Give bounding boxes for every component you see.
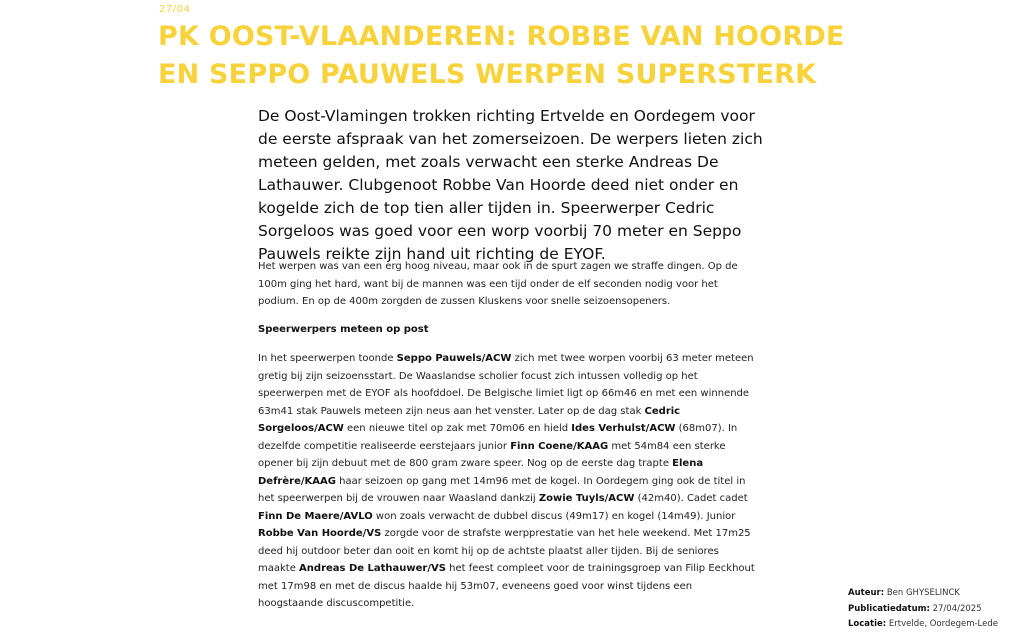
athlete-name: Andreas De Lathauwer/VS xyxy=(299,563,446,574)
text-run: zich met twee worpen voorbij 63 meter meteen gretig bij zijn seizoensstart. De Waaslandse scholier focust zich intussen volledig op het speerwerpen met de EYOF als hoofddoel. De Belgische limiet ligt op 66m46 en met een winnende 63m41 stak Pauwels meteen zijn neus aan het venster. Later op de dag stak xyxy=(258,353,754,417)
text-run: het feest compleet voor de trainingsgroep van Filip Eeckhout met 17m98 en met de discus haalde hij 53m07, eveneens goed voor winst tijdens een hoogstaande discuscompetitie. xyxy=(258,563,755,609)
athlete-name: Zowie Tuyls/ACW xyxy=(538,493,635,504)
athlete-name: Finn De Maere/AVLO xyxy=(258,510,373,522)
location-label: Locatie: xyxy=(848,619,887,629)
paragraph-javelin xyxy=(258,350,758,613)
text-run: (68m07). In dezelfde competitie realiseerde eerstejaars junior xyxy=(258,423,738,452)
paragraph-intro: Het werpen was van een erg hoog niveau, maar ook in de spurt zagen we straffe dingen. Op de 100m ging het hard, want bij de mannen was een tijd onder de elf seconden nodig voor het podium. En op de 400m zorgden de zussen Kluskens voor snelle seizoensopeners. xyxy=(258,261,738,307)
author-line xyxy=(848,586,1018,602)
article-date: 27/04 xyxy=(159,4,191,15)
article-meta xyxy=(848,586,1018,633)
athlete-name: Ides Verhulst/ACW xyxy=(571,423,676,434)
pubdate-label: Publicatiedatum: xyxy=(848,603,930,614)
article-title: PK OOST-VLAANDEREN: ROBBE VAN HOORDE EN SEPPO PAUWELS WERPEN SUPERSTERK xyxy=(158,21,845,90)
athlete-name: Elena Defrère/KAAG xyxy=(258,458,704,487)
pubdate-value: 27/04/2025 xyxy=(932,603,982,614)
text-run: met 54m84 een sterke opener bij zijn debuut met de 800 gram zware speer. Nog op de eerste dag trapte xyxy=(258,440,726,469)
text-run: won zoals verwacht de dubbel discus (49m17) en kogel (14m49). Junior xyxy=(372,510,736,522)
text-run: een nieuwe titel op zak met 70m06 en hield xyxy=(343,423,572,434)
article-lead: De Oost-Vlamingen trokken richting Ertvelde en Oordegem voor de eerste afspraak van het zomerseizoen. De werpers lieten zich meteen gelden, met zoals verwacht een sterke Andreas De Lathauwer. Clubgenoot Robbe Van Hoorde deed niet onder en kogelde zich de top tien aller tijden in. Speerwerper Cedric Sorgeloos was goed voor een worp voorbij 70 meter en Seppo Pauwels reikte zijn hand uit richting de EYOF. xyxy=(258,107,763,263)
text-run: In het speerwerpen toonde xyxy=(258,353,397,364)
athlete-name: Robbe Van Hoorde/VS xyxy=(258,528,382,539)
author-name: Ben GHYSELINCK xyxy=(886,588,961,598)
athlete-name: Cedric Sorgeloos/ACW xyxy=(258,405,681,434)
location-line xyxy=(848,617,1018,633)
athlete-name: Seppo Pauwels/ACW xyxy=(396,353,512,364)
athlete-name: Finn Coene/KAAG xyxy=(510,440,609,452)
author-label: Auteur: xyxy=(848,588,885,598)
text-run: (42m40). Cadet cadet xyxy=(634,493,748,504)
text-run: haar seizoen op gang met 14m96 met de kogel. In Oordegem ging ook de titel in het speerwerpen bij de vrouwen naar Waasland dankzij xyxy=(258,475,746,504)
location-value: Ertvelde, Oordegem-Lede xyxy=(888,619,998,629)
section-heading: Speerwerpers meteen op post xyxy=(258,324,429,335)
text-run: zorgde voor de strafste werpprestatie van het hele weekend. Met 17m25 deed hij outdoor beter dan ooit en komt hij op de achtste plaatst aller tijden. Bij de seniores maakte xyxy=(258,528,751,574)
pubdate-line xyxy=(848,602,1018,618)
